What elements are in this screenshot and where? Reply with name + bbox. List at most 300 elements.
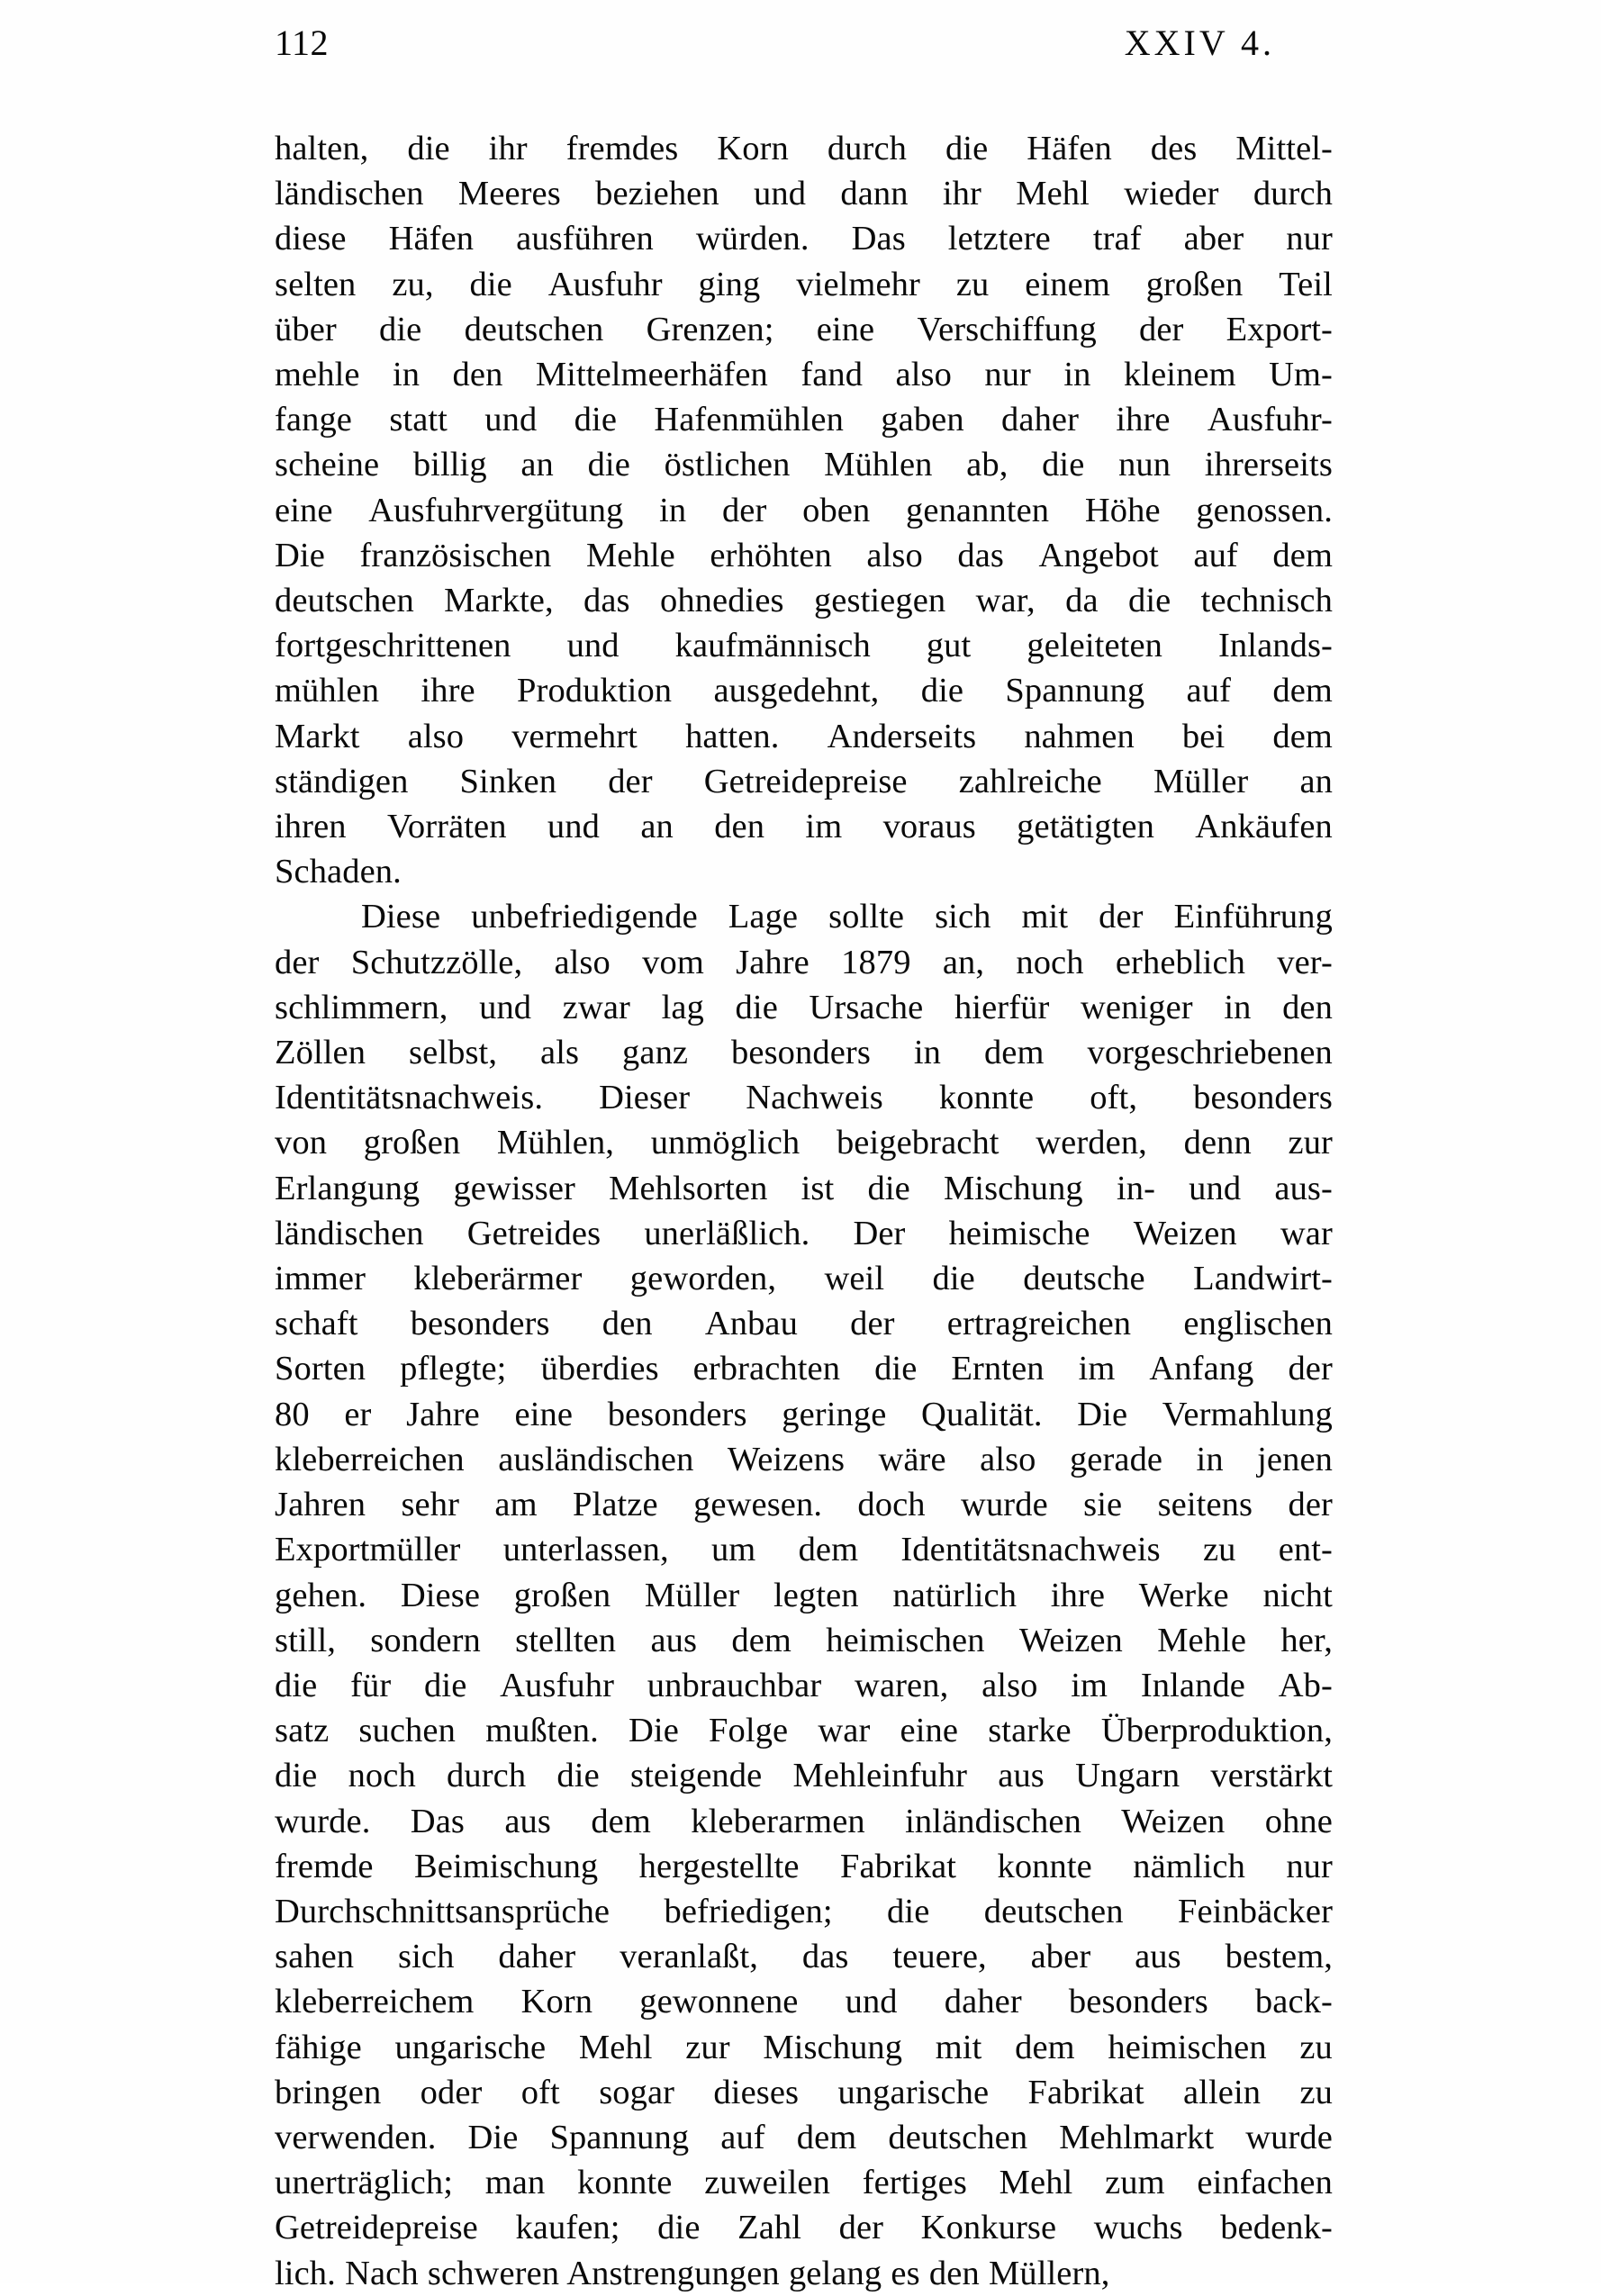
text-line xyxy=(275,262,1333,307)
word: wieder xyxy=(1124,175,1219,213)
word: Sorten xyxy=(275,1350,366,1388)
word: deutschen xyxy=(888,2118,1028,2156)
word: unterlassen, xyxy=(502,1531,669,1569)
word: heimische xyxy=(948,1214,1090,1252)
word: zu xyxy=(1202,1531,1236,1569)
word: fremde xyxy=(275,1847,374,1885)
word: teuere, xyxy=(892,1938,987,1976)
word: seitens xyxy=(1157,1486,1253,1524)
word: und xyxy=(1189,1169,1242,1207)
word: eine xyxy=(514,1395,574,1433)
word: besonders xyxy=(607,1395,747,1433)
word: an xyxy=(1299,762,1333,800)
word: ertragreichen xyxy=(946,1305,1132,1343)
word: da xyxy=(1065,582,1099,620)
word: nämlich xyxy=(1133,1847,1245,1885)
text-line xyxy=(275,126,1333,171)
word: noch xyxy=(1016,943,1084,981)
word: Markt xyxy=(275,717,360,755)
word: durch xyxy=(1253,175,1333,213)
word: dem xyxy=(591,1802,651,1840)
word: werden, xyxy=(1036,1124,1147,1162)
word: schaft xyxy=(275,1305,358,1343)
word: das xyxy=(957,536,1004,574)
word: Sinken xyxy=(459,762,557,800)
word: schlimmern, xyxy=(275,988,448,1026)
word: daher xyxy=(498,1938,576,1976)
text-line xyxy=(275,442,1333,487)
word: der xyxy=(721,491,767,529)
word: immer xyxy=(275,1260,366,1298)
word: bei xyxy=(1181,717,1226,755)
word: hierfür xyxy=(954,988,1050,1026)
word: Die xyxy=(1077,1395,1128,1433)
word: sehr xyxy=(401,1486,460,1524)
word: erhöhten xyxy=(710,536,832,574)
text-line xyxy=(275,1030,1333,1075)
text-line xyxy=(275,2160,1333,2205)
word: deutschen xyxy=(464,310,604,348)
word: besonders xyxy=(731,1034,871,1072)
word: die xyxy=(657,2209,701,2247)
word: Getreidepreise xyxy=(275,2209,478,2247)
word: überdies xyxy=(540,1350,659,1388)
word: veranlaßt, xyxy=(620,1938,759,1976)
word: zu xyxy=(955,265,990,303)
word: die xyxy=(874,1350,918,1388)
word: deutsche xyxy=(1023,1260,1145,1298)
text-line xyxy=(275,1437,1333,1482)
word: Häfen xyxy=(388,220,475,258)
word: mit xyxy=(935,2028,982,2066)
word: beigebracht xyxy=(836,1124,999,1162)
text-block xyxy=(275,126,1333,2296)
word: aus xyxy=(998,1757,1045,1795)
text-line xyxy=(275,216,1333,261)
word: daher xyxy=(1001,401,1080,439)
text-line xyxy=(275,1211,1333,1256)
word: selbst, xyxy=(409,1034,498,1072)
text-line xyxy=(275,1799,1333,1844)
word: zum xyxy=(1105,2164,1165,2202)
word: Müller xyxy=(644,1576,740,1614)
word: Anbau xyxy=(704,1305,798,1343)
word: doch xyxy=(857,1486,926,1524)
word: Schutzzölle, xyxy=(350,943,523,981)
word: kleberarmen xyxy=(691,1802,865,1840)
word: die xyxy=(424,1666,467,1704)
word: durch xyxy=(827,130,907,167)
word: also xyxy=(407,717,465,755)
word: ständigen xyxy=(275,762,409,800)
text-line: Schaden. xyxy=(275,853,402,891)
text-line xyxy=(275,623,1333,668)
word: der xyxy=(608,762,653,800)
word: Verschiffung xyxy=(917,310,1097,348)
word: man xyxy=(484,2164,546,2202)
word: Platze xyxy=(573,1486,658,1524)
word: war, xyxy=(975,582,1036,620)
word: mit xyxy=(1021,898,1069,936)
word: getätigten xyxy=(1017,808,1154,846)
word: und xyxy=(754,175,807,213)
word: die xyxy=(556,1757,600,1795)
word: Mehlmarkt xyxy=(1059,2118,1215,2156)
word: in xyxy=(1063,356,1091,394)
word: diese xyxy=(275,220,347,258)
word: die xyxy=(379,310,422,348)
word: und xyxy=(547,808,600,846)
word: Fabrikat xyxy=(1027,2073,1144,2111)
word: kleinem xyxy=(1123,356,1236,394)
word: wäre xyxy=(878,1440,946,1478)
text-line xyxy=(275,352,1333,397)
word: sie xyxy=(1083,1486,1123,1524)
word: letztere xyxy=(947,220,1051,258)
word: ohnedies xyxy=(659,582,784,620)
word: Vermahlung xyxy=(1162,1395,1333,1433)
word: eine xyxy=(900,1712,959,1750)
word: würden. xyxy=(695,220,810,258)
word: deutschen xyxy=(983,1892,1124,1930)
word: traf xyxy=(1092,220,1142,258)
word: die xyxy=(469,265,512,303)
word: denn xyxy=(1183,1124,1252,1162)
text-line xyxy=(275,397,1333,442)
word: Einführung xyxy=(1173,898,1333,936)
word: Mischung xyxy=(763,2028,903,2066)
word: wuchs xyxy=(1093,2209,1183,2247)
word: bedenk- xyxy=(1220,2209,1333,2247)
word: Die xyxy=(467,2118,519,2156)
word: suchen xyxy=(358,1712,456,1750)
word: jenen xyxy=(1257,1440,1333,1478)
word: dem xyxy=(1272,717,1333,755)
word: Ausfuhr xyxy=(547,265,663,303)
word: Mischung xyxy=(943,1169,1083,1207)
text-line xyxy=(275,1844,1333,1889)
word: ihrerseits xyxy=(1204,446,1333,484)
word: für xyxy=(350,1666,392,1704)
word: kleberreichen xyxy=(275,1440,465,1478)
word: fremdes xyxy=(565,130,679,167)
word: der xyxy=(1288,1350,1333,1388)
word: ihren xyxy=(275,808,347,846)
word: besonders xyxy=(1193,1079,1333,1117)
word: Mittel- xyxy=(1235,130,1333,167)
word: oft, xyxy=(1090,1079,1138,1117)
word: Mehl xyxy=(578,2028,653,2066)
word: still, xyxy=(275,1621,336,1659)
word: vom xyxy=(642,943,704,981)
word: Ungarn xyxy=(1075,1757,1180,1795)
text-line xyxy=(275,985,1333,1030)
word: und xyxy=(566,627,620,665)
text-line xyxy=(275,488,1333,533)
word: technisch xyxy=(1200,582,1333,620)
word: fertiges xyxy=(862,2164,967,2202)
text-line xyxy=(275,2070,1333,2115)
word: satz xyxy=(275,1712,330,1750)
text-line xyxy=(275,1889,1333,1934)
text-line xyxy=(275,1708,1333,1753)
word: back- xyxy=(1254,1983,1333,2021)
word: sich xyxy=(935,898,991,936)
word: nur xyxy=(984,356,1031,394)
word: der xyxy=(1288,1486,1333,1524)
word: Weizens xyxy=(727,1440,846,1478)
word: Getreidepreise xyxy=(703,762,908,800)
word: ab, xyxy=(966,446,1009,484)
word: aber xyxy=(1030,1938,1091,1976)
word: gut xyxy=(926,627,972,665)
word: kleberreichem xyxy=(275,1983,475,2021)
word: die xyxy=(587,446,630,484)
word: dann xyxy=(840,175,909,213)
word: die xyxy=(920,672,964,710)
word: Jahre xyxy=(406,1395,480,1433)
word: ungarische xyxy=(837,2073,990,2111)
word: Beimischung xyxy=(414,1847,599,1885)
word: ohne xyxy=(1264,1802,1333,1840)
word: also xyxy=(895,356,952,394)
word: besonders xyxy=(1068,1983,1208,2021)
word: wurde. xyxy=(275,1802,371,1840)
word: ländischen xyxy=(275,175,424,213)
text-line xyxy=(275,804,1333,849)
word: allein xyxy=(1182,2073,1262,2111)
word: durch xyxy=(447,1757,527,1795)
word: in xyxy=(392,356,421,394)
word: unmöglich xyxy=(650,1124,800,1162)
word: ist xyxy=(800,1169,835,1207)
word: gehen. xyxy=(275,1576,367,1614)
paragraph xyxy=(275,894,1333,2295)
word: Werke xyxy=(1138,1576,1229,1614)
word: starke xyxy=(988,1712,1072,1750)
word: beziehen xyxy=(595,175,719,213)
word: eine xyxy=(275,491,333,529)
word: Zahl xyxy=(737,2209,802,2247)
word: genannten xyxy=(906,491,1050,529)
text-line xyxy=(275,533,1333,578)
word: auf xyxy=(1193,536,1238,574)
word: Ausfuhr- xyxy=(1207,401,1333,439)
word: aus xyxy=(650,1621,698,1659)
text-line xyxy=(275,1075,1333,1120)
word: mehle xyxy=(275,356,360,394)
word: am xyxy=(494,1486,538,1524)
word: ihre xyxy=(1050,1576,1106,1614)
word: ausländischen xyxy=(498,1440,694,1478)
text-line xyxy=(275,1120,1333,1165)
text-line xyxy=(275,668,1333,713)
text-line xyxy=(275,578,1333,623)
word: Anfang xyxy=(1149,1350,1254,1388)
section-marker: XXIV 4. xyxy=(1124,23,1275,63)
word: Korn xyxy=(717,130,789,167)
word: von xyxy=(275,1124,328,1162)
word: weil xyxy=(824,1260,885,1298)
word: mußten. xyxy=(485,1712,599,1750)
word: aus xyxy=(504,1802,551,1840)
word: Grenzen; xyxy=(646,310,774,348)
word: natürlich xyxy=(892,1576,1018,1614)
word: dem xyxy=(796,2118,857,2156)
word: der xyxy=(838,2209,884,2247)
text-line xyxy=(275,307,1333,352)
word: ihr xyxy=(942,175,981,213)
word: konnte xyxy=(997,1847,1092,1885)
word: Mehlsorten xyxy=(609,1169,768,1207)
word: ver- xyxy=(1277,943,1333,981)
word: Mehl xyxy=(999,2164,1073,2202)
word: im xyxy=(1071,1666,1108,1704)
text-line xyxy=(275,1573,1333,1618)
word: nicht xyxy=(1262,1576,1333,1614)
word: Das xyxy=(851,220,906,258)
word: verstärkt xyxy=(1210,1757,1333,1795)
word: war xyxy=(818,1712,871,1750)
word: zwar xyxy=(562,988,630,1026)
text-line: lich. Nach schweren Anstrengungen gelang es den Müllern, xyxy=(275,2254,1110,2292)
word: heimischen xyxy=(1108,2028,1267,2066)
word: Konkurse xyxy=(920,2209,1057,2247)
word: den xyxy=(452,356,503,394)
word: des xyxy=(1150,130,1198,167)
word: dem xyxy=(983,1034,1045,1072)
word: bringen xyxy=(275,2073,382,2111)
word: Nachweis xyxy=(746,1079,883,1117)
text-line xyxy=(275,1166,1333,1211)
word: an xyxy=(520,446,554,484)
word: waren, xyxy=(855,1666,949,1704)
word: zur xyxy=(685,2028,730,2066)
word: Fabrikat xyxy=(839,1847,957,1885)
word: kaufmännisch xyxy=(674,627,871,665)
word: 1879 xyxy=(841,943,911,981)
text-line xyxy=(275,1301,1333,1346)
word: lag xyxy=(661,988,704,1026)
word: legten xyxy=(773,1576,859,1614)
word: erbrachten xyxy=(692,1350,841,1388)
word: gerade xyxy=(1069,1440,1163,1478)
word: ganz xyxy=(622,1034,689,1072)
word: zu, xyxy=(392,265,434,303)
word: Höhe xyxy=(1084,491,1161,529)
word: also xyxy=(981,1666,1038,1704)
word: die xyxy=(867,1169,910,1207)
word: Markte, xyxy=(444,582,554,620)
word: Mehle xyxy=(1157,1621,1247,1659)
word: statt xyxy=(389,401,448,439)
text-line xyxy=(275,2025,1333,2070)
word: die xyxy=(945,130,989,167)
word: Jahren xyxy=(275,1486,366,1524)
word: oder xyxy=(420,2073,483,2111)
word: scheine xyxy=(275,446,380,484)
word: nun xyxy=(1118,446,1171,484)
word: zu xyxy=(1299,2073,1333,2111)
word: dem xyxy=(1272,672,1333,710)
word: konnte xyxy=(577,2164,673,2202)
word: fortgeschrittenen xyxy=(275,627,511,665)
word: hatten. xyxy=(685,717,780,755)
word: Ursache xyxy=(809,988,924,1026)
word: Export- xyxy=(1226,310,1333,348)
word: Lage xyxy=(728,898,799,936)
word: Zöllen xyxy=(275,1034,366,1072)
word: großen xyxy=(1145,265,1244,303)
word: an, xyxy=(942,943,985,981)
word: Weizen xyxy=(1018,1621,1123,1659)
word: Folge xyxy=(709,1712,789,1750)
word: 80 xyxy=(275,1395,310,1433)
word: gewesen. xyxy=(693,1486,823,1524)
word: fand xyxy=(800,356,864,394)
word: auf xyxy=(720,2118,765,2156)
word: über xyxy=(275,310,337,348)
word: ausgedehnt, xyxy=(713,672,880,710)
text-line xyxy=(275,2115,1333,2160)
word: selten xyxy=(275,265,357,303)
word: die xyxy=(932,1260,975,1298)
paragraph xyxy=(275,126,1333,894)
word: in xyxy=(1196,1440,1224,1478)
word: den xyxy=(1282,988,1333,1026)
word: sollte xyxy=(828,898,905,936)
word: gestiegen xyxy=(813,582,946,620)
word: er xyxy=(344,1395,372,1433)
word: vermehrt xyxy=(511,717,638,755)
word: die xyxy=(275,1666,318,1704)
word: ihre xyxy=(1116,401,1171,439)
page-number: 112 xyxy=(275,23,330,63)
word: den xyxy=(602,1305,653,1343)
word: Weizen xyxy=(1121,1802,1226,1840)
word: fange xyxy=(275,401,352,439)
word: wurde xyxy=(1245,2118,1333,2156)
text-line xyxy=(275,171,1333,216)
word: Das xyxy=(410,1802,465,1840)
word: zuweilen xyxy=(704,2164,830,2202)
word: in- xyxy=(1116,1169,1156,1207)
word: fähige xyxy=(275,2028,362,2066)
word: Häfen xyxy=(1027,130,1112,167)
word: geringe xyxy=(782,1395,887,1433)
word: einem xyxy=(1025,265,1110,303)
word: oben xyxy=(802,491,871,529)
word: gaben xyxy=(881,401,964,439)
word: sich xyxy=(398,1938,455,1976)
word: Mittelmeerhäfen xyxy=(535,356,768,394)
word: in xyxy=(659,491,687,529)
text-line xyxy=(275,1346,1333,1391)
word: unbefriedigende xyxy=(471,898,698,936)
word: hergestellte xyxy=(638,1847,800,1885)
word: gewisser xyxy=(453,1169,575,1207)
word: unerläßlich. xyxy=(644,1214,810,1252)
word: aus- xyxy=(1274,1169,1333,1207)
text-line xyxy=(275,1934,1333,1979)
word: her, xyxy=(1280,1621,1333,1659)
word: Überproduktion, xyxy=(1100,1712,1333,1750)
word: auf xyxy=(1186,672,1232,710)
word: wurde xyxy=(961,1486,1048,1524)
word: ent- xyxy=(1278,1531,1333,1569)
word: verwenden. xyxy=(275,2118,437,2156)
word: Diese xyxy=(360,898,441,936)
